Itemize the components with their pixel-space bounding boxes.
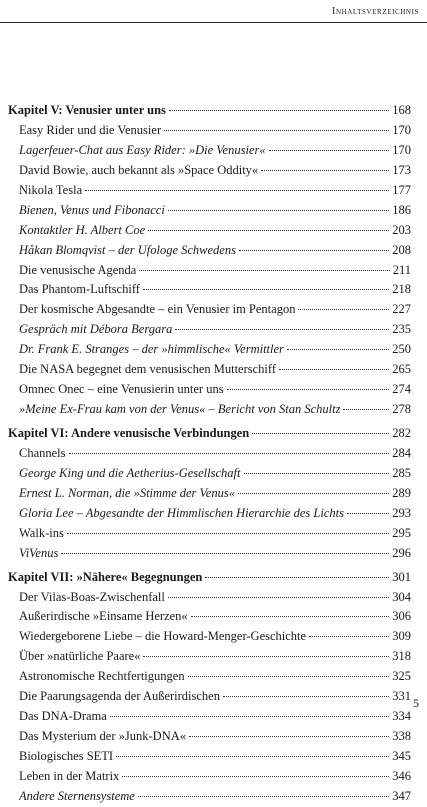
- dot-leader: [223, 696, 389, 697]
- dot-leader: [169, 110, 389, 111]
- dot-leader: [287, 349, 389, 350]
- toc-entry: [8, 484, 411, 504]
- toc-entry: [8, 627, 411, 647]
- toc-entry-title: Wiedergeborene Liebe – die Howard-Menger-Geschichte: [19, 629, 307, 644]
- toc-entry-page: 301: [392, 569, 411, 584]
- toc-entry-title: Kapitel VII: »Nähere« Begegnungen: [8, 569, 203, 584]
- toc-entry-title: Die NASA begegnet dem venusischen Mutterschiff: [19, 362, 277, 377]
- toc-entry-page: 285: [392, 465, 411, 480]
- toc-entry: [8, 544, 411, 564]
- toc-chapter-entry: [8, 101, 411, 121]
- toc-entry-page: 346: [392, 768, 411, 783]
- toc-entry-title: Das Phantom-Luftschiff: [19, 282, 140, 297]
- toc-entry: [8, 221, 411, 241]
- dot-leader: [69, 453, 390, 454]
- toc-entry: [8, 161, 411, 181]
- toc-entry-page: 295: [392, 525, 411, 540]
- toc-entry: [8, 747, 411, 767]
- dot-leader: [143, 289, 389, 290]
- toc-entry-title: Andere Sternensysteme: [19, 788, 135, 803]
- toc-chapter-entry: [8, 424, 411, 444]
- dot-leader: [148, 230, 389, 231]
- toc-entry-title: Channels: [19, 445, 66, 460]
- toc-entry-title: ViVenus: [19, 545, 59, 560]
- dot-leader: [191, 616, 390, 617]
- toc-entry: [8, 320, 411, 340]
- toc-entry-title: Das Mysterium der »Junk-DNA«: [19, 729, 186, 744]
- dot-leader: [143, 656, 389, 657]
- toc-entry: [8, 444, 411, 464]
- dot-leader: [67, 533, 389, 534]
- toc-entry-title: Der kosmische Abgesandte – ein Venusier im Pentagon: [19, 302, 296, 317]
- header-rule: [0, 22, 427, 23]
- toc-entry-page: 309: [392, 629, 411, 644]
- toc-entry-title: Gespräch mit Débora Bergara: [19, 322, 173, 337]
- dot-leader: [175, 329, 389, 330]
- toc-entry: [8, 524, 411, 544]
- dot-leader: [205, 577, 389, 578]
- toc-entry: [8, 727, 411, 747]
- toc-entry-page: 331: [392, 689, 411, 704]
- toc-entry-title: Gloria Lee – Abgesandte der Himmlischen Hierarchie des Lichts: [19, 505, 344, 520]
- toc-entry-title: Biologisches SETI: [19, 749, 114, 763]
- toc-entry-page: 345: [392, 749, 411, 763]
- dot-leader: [168, 210, 389, 211]
- toc-entry-title: Kapitel V: Venusier unter uns: [8, 103, 166, 117]
- toc-entry-page: 293: [392, 505, 411, 520]
- toc-entry: [8, 647, 411, 667]
- toc-entry-title: Nikola Tesla: [19, 182, 83, 197]
- dot-leader: [239, 250, 389, 251]
- toc-entry-page: 347: [392, 788, 411, 803]
- toc-entry-page: 325: [392, 669, 411, 684]
- toc-entry-page: 186: [392, 202, 411, 217]
- toc-entry: [8, 241, 411, 261]
- toc-entry-title: Dr. Frank E. Stranges – der »himmlische« Vermittler: [19, 342, 284, 357]
- toc-entry: [8, 787, 411, 807]
- toc-entry-title: Astronomische Rechtfertigungen: [19, 669, 185, 684]
- toc-entry-title: Das DNA-Drama: [19, 709, 107, 724]
- toc-entry: [8, 340, 411, 360]
- toc-entry: [8, 121, 411, 141]
- running-head: Inhaltsverzeichnis: [332, 6, 419, 17]
- toc-entry-title: Die venusische Agenda: [19, 262, 137, 277]
- toc-entry-title: Walk-ins: [19, 525, 64, 540]
- toc-entry-page: 235: [392, 322, 411, 337]
- toc-entry: [8, 464, 411, 484]
- toc-entry-title: Bienen, Venus und Fibonacci: [19, 202, 165, 217]
- dot-leader: [138, 796, 389, 797]
- dot-leader: [189, 736, 389, 737]
- toc-entry-page: 211: [392, 262, 411, 277]
- toc-entry: [8, 380, 411, 400]
- dot-leader: [110, 716, 389, 717]
- toc-entry-page: 318: [392, 649, 411, 664]
- toc-entry-page: 170: [392, 142, 411, 157]
- toc-entry: [8, 181, 411, 201]
- dot-leader: [298, 309, 389, 310]
- dot-leader: [164, 130, 389, 131]
- dot-leader: [85, 190, 389, 191]
- toc-entry-title: Über »natürliche Paare«: [19, 649, 141, 664]
- toc-entry: [8, 360, 411, 380]
- dot-leader: [309, 636, 389, 637]
- dot-leader: [279, 369, 389, 370]
- toc-entry-title: George King und die Aetherius-Gesellschaft: [19, 465, 241, 480]
- toc-entry-title: »Meine Ex-Frau kam von der Venus« – Bericht von Stan Schultz: [19, 402, 341, 417]
- toc-entry-title: Außerirdische »Einsame Herzen«: [19, 609, 188, 624]
- toc-entry: [8, 767, 411, 787]
- dot-leader: [343, 409, 389, 410]
- toc-entry-page: 306: [392, 609, 411, 624]
- toc-entry-page: 338: [392, 729, 411, 744]
- dot-leader: [227, 389, 390, 390]
- toc-entry-title: Kontaktler H. Albert Coe: [19, 222, 146, 237]
- toc-entry-title: Easy Rider und die Venusier: [19, 122, 162, 137]
- toc-entry-title: Håkan Blomqvist – der Ufologe Schwedens: [19, 242, 236, 257]
- toc-entry-page: 289: [392, 485, 411, 500]
- toc-entry-title: David Bowie, auch bekannt als »Space Oddity«: [19, 162, 259, 177]
- toc-entry: [8, 261, 411, 281]
- toc-entry-title: Lagerfeuer-Chat aus Easy Rider: »Die Venusier«: [19, 142, 266, 157]
- dot-leader: [244, 473, 390, 474]
- table-of-contents: [8, 101, 411, 807]
- dot-leader: [122, 776, 389, 777]
- toc-entry-page: 218: [392, 282, 411, 297]
- toc-entry-title: Der Vilas-Boas-Zwischenfall: [19, 589, 165, 604]
- toc-entry: [8, 300, 411, 320]
- toc-entry: [8, 504, 411, 524]
- toc-chapter-entry: [8, 568, 411, 588]
- dot-leader: [139, 270, 389, 271]
- toc-entry-page: 296: [392, 545, 411, 560]
- toc-entry-title: Omnec Onec – eine Venusierin unter uns: [19, 382, 224, 397]
- toc-entry: [8, 201, 411, 221]
- toc-entry-page: 278: [392, 402, 411, 417]
- dot-leader: [116, 756, 389, 757]
- toc-entry-page: 284: [392, 445, 411, 460]
- toc-entry-page: 177: [392, 182, 411, 197]
- dot-leader: [188, 676, 390, 677]
- toc-entry: [8, 607, 411, 627]
- toc-entry: [8, 141, 411, 161]
- toc-entry: [8, 280, 411, 300]
- toc-entry-title: Leben in der Matrix: [19, 768, 120, 783]
- dot-leader: [238, 493, 389, 494]
- toc-entry-page: 304: [392, 589, 411, 604]
- toc-entry: [8, 588, 411, 608]
- dot-leader: [168, 597, 389, 598]
- toc-entry: [8, 400, 411, 420]
- dot-leader: [252, 433, 389, 434]
- page-number: 5: [413, 696, 419, 710]
- toc-entry-title: Ernest L. Norman, die »Stimme der Venus«: [19, 485, 235, 500]
- dot-leader: [269, 150, 390, 151]
- toc-entry-title: Kapitel VI: Andere venusische Verbindungen: [8, 426, 250, 440]
- toc-entry-page: 282: [392, 426, 411, 440]
- toc-entry-page: 170: [392, 122, 411, 137]
- toc-entry: [8, 667, 411, 687]
- toc-entry-page: 208: [392, 242, 411, 257]
- toc-entry-page: 227: [392, 302, 411, 317]
- toc-entry-page: 168: [392, 103, 411, 117]
- toc-entry-title: Die Paarungsagenda der Außerirdischen: [19, 689, 220, 704]
- toc-entry-page: 274: [392, 382, 411, 397]
- toc-entry-page: 203: [392, 222, 411, 237]
- dot-leader: [261, 170, 389, 171]
- toc-entry: [8, 687, 411, 707]
- toc-entry-page: 250: [392, 342, 411, 357]
- toc-entry-page: 334: [392, 709, 411, 724]
- toc-entry-page: 265: [392, 362, 411, 377]
- toc-entry-page: 173: [392, 162, 411, 177]
- dot-leader: [347, 513, 389, 514]
- dot-leader: [61, 553, 389, 554]
- toc-entry: [8, 707, 411, 727]
